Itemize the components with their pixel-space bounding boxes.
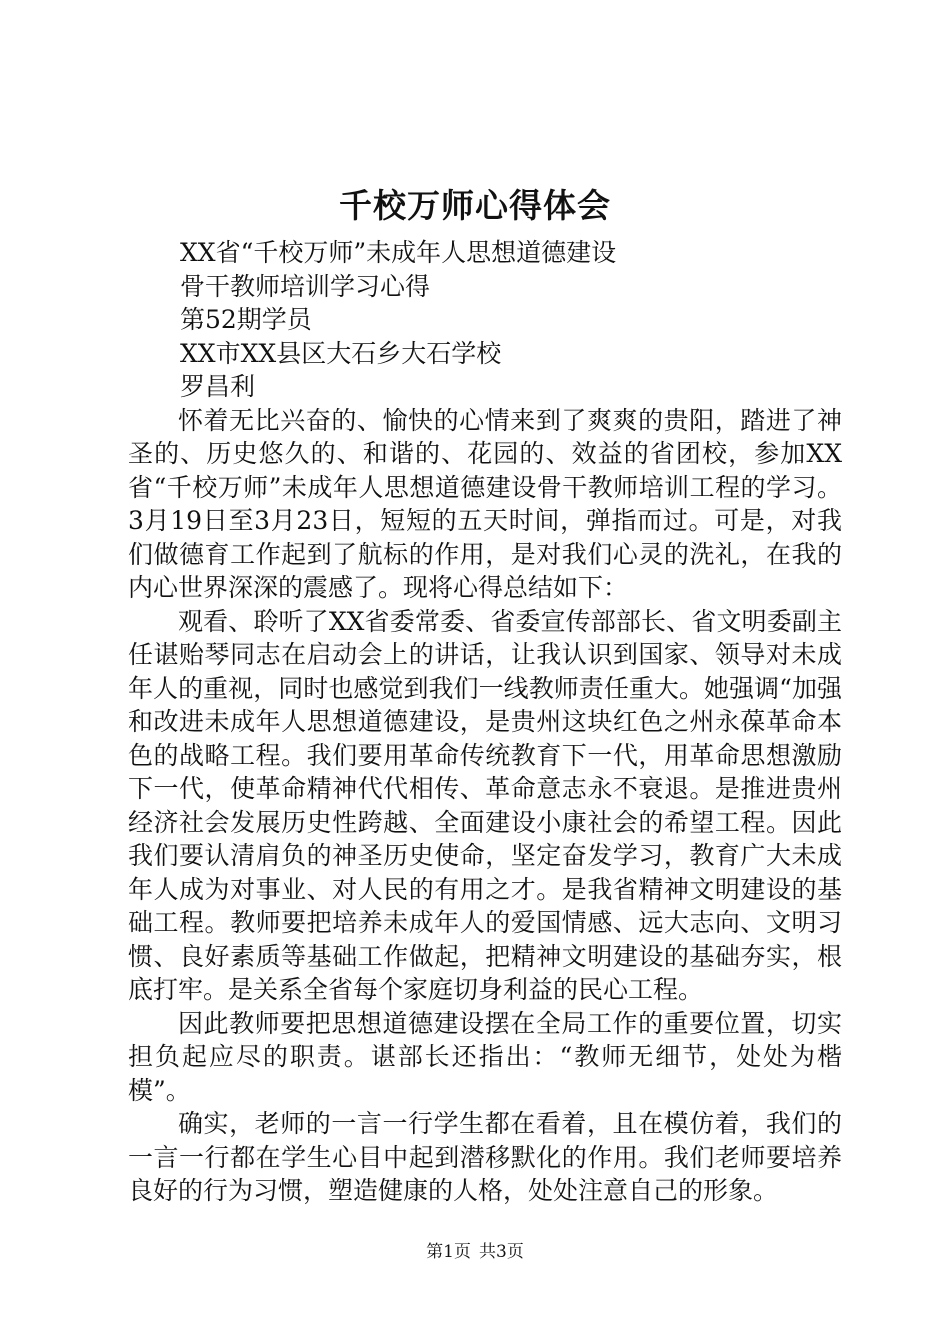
page-number: 第1页 [426,1242,471,1262]
paragraph: 因此教师要把思想道德建设摆在全局工作的重要位置，切实担负起应尽的职责。谌部长还指出：“教师无细节，处处为楷模”。 [128,1008,842,1105]
page-total: 共3页 [479,1242,524,1262]
page-footer [0,1240,950,1264]
meta-line-program: XX省“千校万师”未成年人思想道德建设 [180,238,617,267]
meta-line-subtitle: 骨干教师培训学习心得 [180,271,431,301]
meta-line-school: XX市XX县区大石乡大石学校 [180,338,502,368]
meta-line-author: 罗昌利 [180,372,256,401]
paragraph: 观看、聆听了XX省委常委、省委宣传部部长、省文明委副主任谌贻琴同志在启动会上的讲话，让我认识到国家、领导对未成年人的重视，同时也感觉到我们一线教师责任重大。她强调“加强和改进未成年人思想道德建设，是贵州这块红色之州永葆革命本色的战略工程。我们要用革命传统教育下一代，用革命思想激励下一代，使革命精神代代相传、革命意志永不衰退。是推进贵州经济社会发展历史性跨越、全面建设小康社会的希望工程。因此我们要认清肩负的神圣历史使命，坚定奋发学习，教育广大未成年人成为对事业、对人民的有用之才。是我省精神文明建设的基础工程。教师要把培养未成年人的爱国情感、远大志向、文明习惯、良好素质等基础工作做起，把精神文明建设的基础夯实，根底打牢。是关系全省每个家庭切身利益的民心工程。 [128,606,842,1004]
paragraph: 怀着无比兴奋的、愉快的心情来到了爽爽的贵阳，踏进了神圣的、历史悠久的、和谐的、花园的、效益的省团校，参加XX省“千校万师”未成年人思想道德建设骨干教师培训工程的学习。3月19日至3月23日，短短的五天时间，弹指而过。可是，对我们做德育工作起到了航标的作用，是对我们心灵的洗礼，在我的内心世界深深的震感了。现将心得总结如下： [128,405,842,602]
paragraph: 确实，老师的一言一行学生都在看着，且在模仿着，我们的一言一行都在学生心目中起到潜移默化的作用。我们老师要培养良好的行为习惯，塑造健康的人格，处处注意自己的形象。 [128,1109,842,1205]
document-body [128,236,842,1208]
document-title: 千校万师心得体会 [339,186,611,225]
meta-line-session: 第52期学员 [180,305,312,334]
